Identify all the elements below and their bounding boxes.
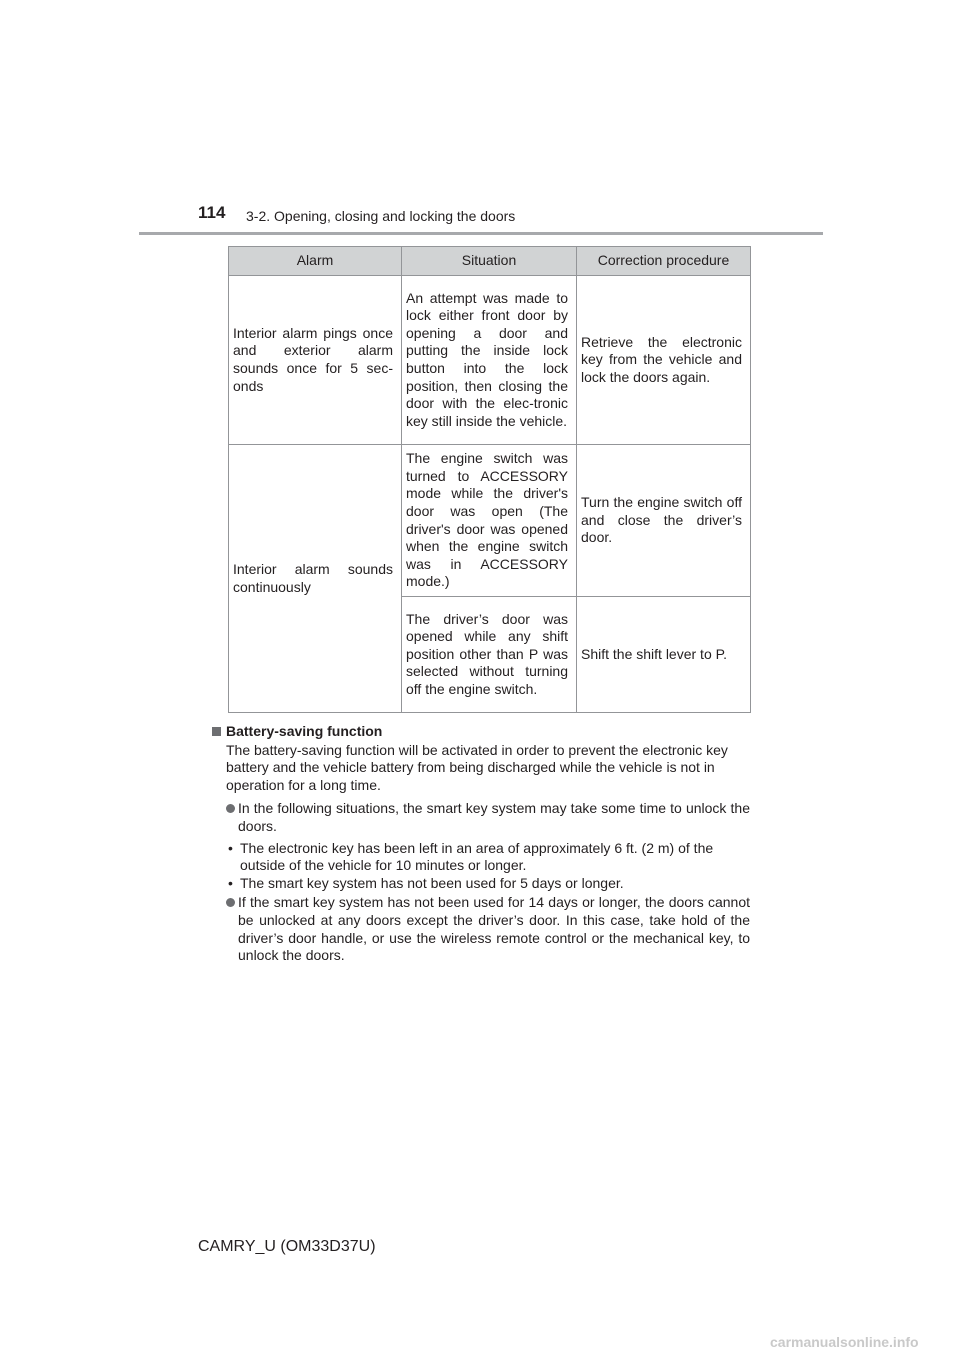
section-title: 3-2. Opening, closing and locking the doors xyxy=(246,208,516,224)
square-bullet-icon xyxy=(212,727,221,736)
bullet-text: If the smart key system has not been used for 14 days or longer, the doors cannot be unlocked at any doors except the driver’s door. In this case, take hold of the driver’s door handle, or use the wireless remote control or the mechanical key, to unlock the doors. xyxy=(238,894,750,964)
section-heading xyxy=(212,723,750,741)
correction-cell: Retrieve the electronic key from the vehicle and lock the doors again. xyxy=(577,276,751,445)
intro-paragraph: The battery-saving function will be activated in order to prevent the electronic key battery and the vehicle battery from being discharged while the vehicle is not in operation for a long time. xyxy=(226,741,728,793)
bullet-text: In the following situations, the smart key system may take some time to unlock the doors. xyxy=(238,800,750,834)
column-header-alarm: Alarm xyxy=(229,247,402,276)
circle-bullet-icon xyxy=(226,898,235,907)
column-header-correction: Correction procedure xyxy=(577,247,751,276)
sub-bullet-text: The smart key system has not been used for 5 days or longer. xyxy=(240,874,624,891)
situation-cell: An attempt was made to lock either front door by opening a door and putting the inside lock button into the lock position, then closing the door with the elec-tronic key still inside the vehicle. xyxy=(402,276,577,445)
battery-saving-section xyxy=(212,723,750,965)
table-header-row xyxy=(229,247,751,276)
bullet-item xyxy=(226,800,750,835)
sub-bullet-text: The electronic key has been left in an area of approximately 6 ft. (2 m) of the outside of the vehicle for 10 minutes or longer. xyxy=(240,839,714,874)
sub-bullet-item xyxy=(226,875,750,893)
correction-cell: Turn the engine switch off and close the driver’s door. xyxy=(577,445,751,597)
heading-text: Battery-saving function xyxy=(226,723,383,739)
situation-cell: The driver’s door was opened while any shift position other than P was selected without turning off the engine switch. xyxy=(402,597,577,713)
situation-cell: The engine switch was turned to ACCESSORY mode while the driver's door was open (The driver's door was opened when the engine switch was in ACCESSORY mode.) xyxy=(402,445,577,597)
column-header-situation: Situation xyxy=(402,247,577,276)
sub-bullet-item xyxy=(226,840,750,875)
footer-model-code: CAMRY_U (OM33D37U) xyxy=(198,1238,376,1255)
watermark[interactable]: carmanualsonline.info xyxy=(770,1334,919,1350)
alarm-cell: Interior alarm pings once and exterior alarm sounds once for 5 sec-onds xyxy=(229,276,402,445)
bullet-item xyxy=(226,894,750,964)
correction-cell: Shift the shift lever to P. xyxy=(577,597,751,713)
header-divider xyxy=(139,232,823,235)
circle-bullet-icon xyxy=(226,804,235,813)
dot-bullet-icon xyxy=(228,875,233,893)
table-row xyxy=(229,445,751,597)
table-row xyxy=(229,276,751,445)
page-number: 114 xyxy=(198,203,226,222)
dot-bullet-icon xyxy=(228,840,233,858)
alarm-cell: Interior alarm sounds continuously xyxy=(229,445,402,713)
alarm-table xyxy=(228,246,751,713)
